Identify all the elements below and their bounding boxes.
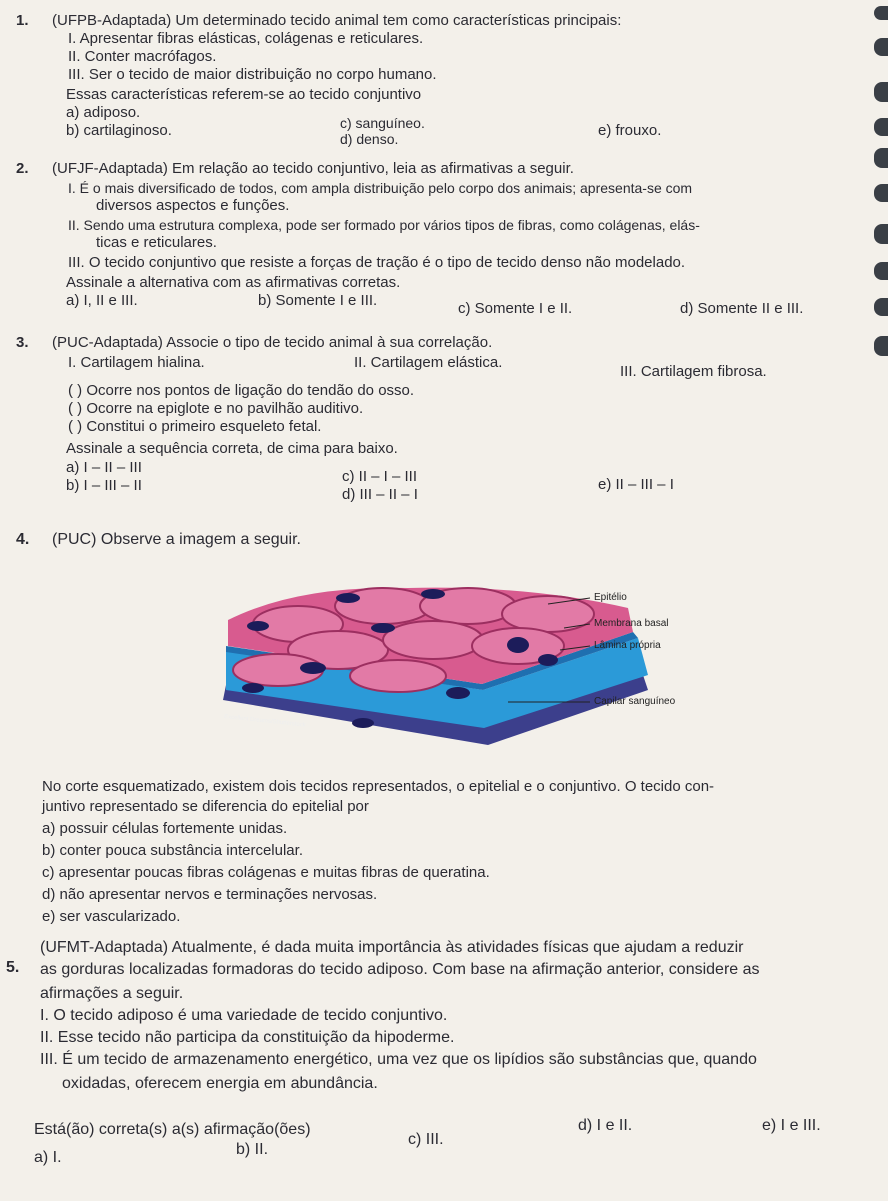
statement-item-cont: diversos aspectos e funções. (96, 197, 290, 214)
question-header: (UFMT-Adaptada) Atualmente, é dada muita importância às atividades físicas que ajudam a reduzir (40, 939, 744, 956)
option-c[interactable]: c) apresentar poucas fibras colágenas e muitas fibras de queratina. (42, 864, 490, 881)
binding-mark (874, 38, 888, 56)
question-stem: No corte esquematizado, existem dois tecidos representados, o epitelial e o conjuntivo. O tecido con- (42, 778, 715, 795)
figure-watermark: Excellent Dreams/Shutterstock (223, 714, 306, 729)
question-number: 4. (16, 531, 30, 548)
option-d[interactable]: d) Somente II e III. (680, 300, 804, 317)
option-a[interactable]: a) I – II – III (66, 459, 142, 476)
association-blank[interactable]: ( ) Ocorre nos pontos de ligação do tendão do osso. (68, 382, 415, 399)
option-b[interactable]: b) II. (236, 1141, 269, 1158)
statement-item: I. Apresentar fibras elásticas, colágenas e reticulares. (68, 30, 424, 47)
option-b[interactable]: b) Somente I e III. (258, 292, 378, 309)
binding-mark (874, 184, 888, 202)
question-stem-cont: juntivo representado se diferencia do epitelial por (42, 798, 369, 815)
question-prompt: Assinale a sequência correta, de cima para baixo. (66, 440, 398, 457)
label-lamina-propria: Lâmina própria (594, 640, 661, 651)
tissue-diagram (218, 580, 718, 750)
question-prompt: Assinale a alternativa com as afirmativas corretas. (66, 274, 401, 291)
question-prompt: Essas características referem-se ao tecido conjuntivo (66, 86, 422, 103)
label-epithelium: Epitélio (594, 592, 627, 603)
option-e[interactable]: e) II – III – I (598, 476, 674, 493)
binding-mark (874, 298, 888, 316)
question-number: 5. (6, 959, 20, 976)
option-c[interactable]: c) III. (408, 1131, 444, 1148)
option-d[interactable]: d) I e II. (578, 1117, 633, 1134)
cell-nucleus (538, 654, 558, 666)
statement-item: III. Ser o tecido de maior distribuição no corpo humano. (68, 66, 437, 83)
question-number: 2. (16, 160, 29, 177)
statement-item: II. Conter macrófagos. (68, 48, 217, 65)
option-b[interactable]: b) I – III – II (66, 477, 142, 494)
binding-mark (874, 6, 888, 20)
epithelial-cell (502, 596, 594, 632)
statement-item: II. Esse tecido não participa da constituição da hipoderme. (40, 1029, 455, 1046)
cell-nucleus (371, 623, 395, 633)
binding-mark (874, 224, 888, 244)
cell-nucleus (446, 687, 470, 699)
option-c[interactable]: c) Somente I e II. (458, 300, 573, 317)
question-number: 1. (16, 12, 29, 29)
question-header: (UFJF-Adaptada) Em relação ao tecido conjuntivo, leia as afirmativas a seguir. (52, 160, 574, 177)
epithelial-cell (350, 660, 446, 692)
statement-item: I. O tecido adiposo é uma variedade de tecido conjuntivo. (40, 1007, 448, 1024)
option-c[interactable]: c) II – I – III (342, 468, 418, 485)
cell-nucleus (352, 718, 374, 728)
cell-nucleus (336, 593, 360, 603)
question-number: 3. (16, 334, 29, 351)
statement-item: III. O tecido conjuntivo que resiste a forças de tração é o tipo de tecido denso não modelado. (68, 254, 686, 271)
type-label: II. Cartilagem elástica. (354, 354, 503, 371)
statement-item-cont: oxidadas, oferecem energia em abundância. (62, 1075, 378, 1092)
association-blank[interactable]: ( ) Ocorre na epiglote e no pavilhão auditivo. (68, 400, 364, 417)
option-c[interactable]: c) sanguíneo. (340, 115, 425, 131)
cell-nucleus (242, 683, 264, 693)
question-header: (PUC-Adaptada) Associe o tipo de tecido animal à sua correlação. (52, 334, 493, 351)
option-a[interactable]: a) I, II e III. (66, 292, 138, 309)
epithelial-cell (383, 621, 483, 659)
statement-item: I. É o mais diversificado de todos, com ampla distribuição pelo corpo dos animais; apresenta-se com (68, 180, 693, 196)
question-header-cont: afirmações a seguir. (40, 985, 184, 1002)
binding-mark (874, 118, 888, 136)
question-header-cont: as gorduras localizadas formadoras do tecido adiposo. Com base na afirmação anterior, considere as (40, 961, 760, 978)
label-capillary: Capilar sanguíneo (594, 696, 676, 707)
type-label: III. Cartilagem fibrosa. (620, 363, 767, 380)
option-d[interactable]: d) III – II – I (342, 486, 418, 503)
option-b[interactable]: b) cartilaginoso. (66, 122, 172, 139)
option-e[interactable]: e) frouxo. (598, 122, 662, 139)
option-d[interactable]: d) denso. (340, 131, 399, 147)
binding-mark (874, 262, 888, 280)
binding-mark (874, 336, 888, 356)
option-a[interactable]: a) I. (34, 1149, 62, 1166)
option-d[interactable]: d) não apresentar nervos e terminações nervosas. (42, 886, 378, 903)
statement-item: III. É um tecido de armazenamento energético, uma vez que os lipídios são substâncias que, quando (40, 1051, 757, 1068)
question-prompt: Está(ão) correta(s) a(s) afirmação(ões) (34, 1121, 311, 1138)
option-a[interactable]: a) adiposo. (66, 104, 141, 121)
type-label: I. Cartilagem hialina. (68, 354, 205, 371)
statement-item: II. Sendo uma estrutura complexa, pode ser formado por vários tipos de fibras, como colágenas, elás- (68, 217, 700, 233)
option-e[interactable]: e) ser vascularizado. (42, 908, 181, 925)
option-e[interactable]: e) I e III. (762, 1117, 821, 1134)
statement-item-cont: ticas e reticulares. (96, 234, 217, 251)
label-basement-membrane: Membrana basal (594, 618, 669, 629)
cell-nucleus (300, 662, 326, 674)
cell-nucleus (247, 621, 269, 631)
question-header: (PUC) Observe a imagem a seguir. (52, 531, 301, 548)
cell-nucleus (421, 589, 445, 599)
association-blank[interactable]: ( ) Constitui o primeiro esqueleto fetal. (68, 418, 322, 435)
epithelium-figure (218, 580, 718, 750)
option-a[interactable]: a) possuir células fortemente unidas. (42, 820, 288, 837)
cell-nucleus (507, 637, 529, 653)
binding-mark (874, 148, 888, 168)
question-header: (UFPB-Adaptada) Um determinado tecido animal tem como características principais: (52, 12, 622, 29)
binding-mark (874, 82, 888, 102)
option-b[interactable]: b) conter pouca substância intercelular. (42, 842, 303, 859)
